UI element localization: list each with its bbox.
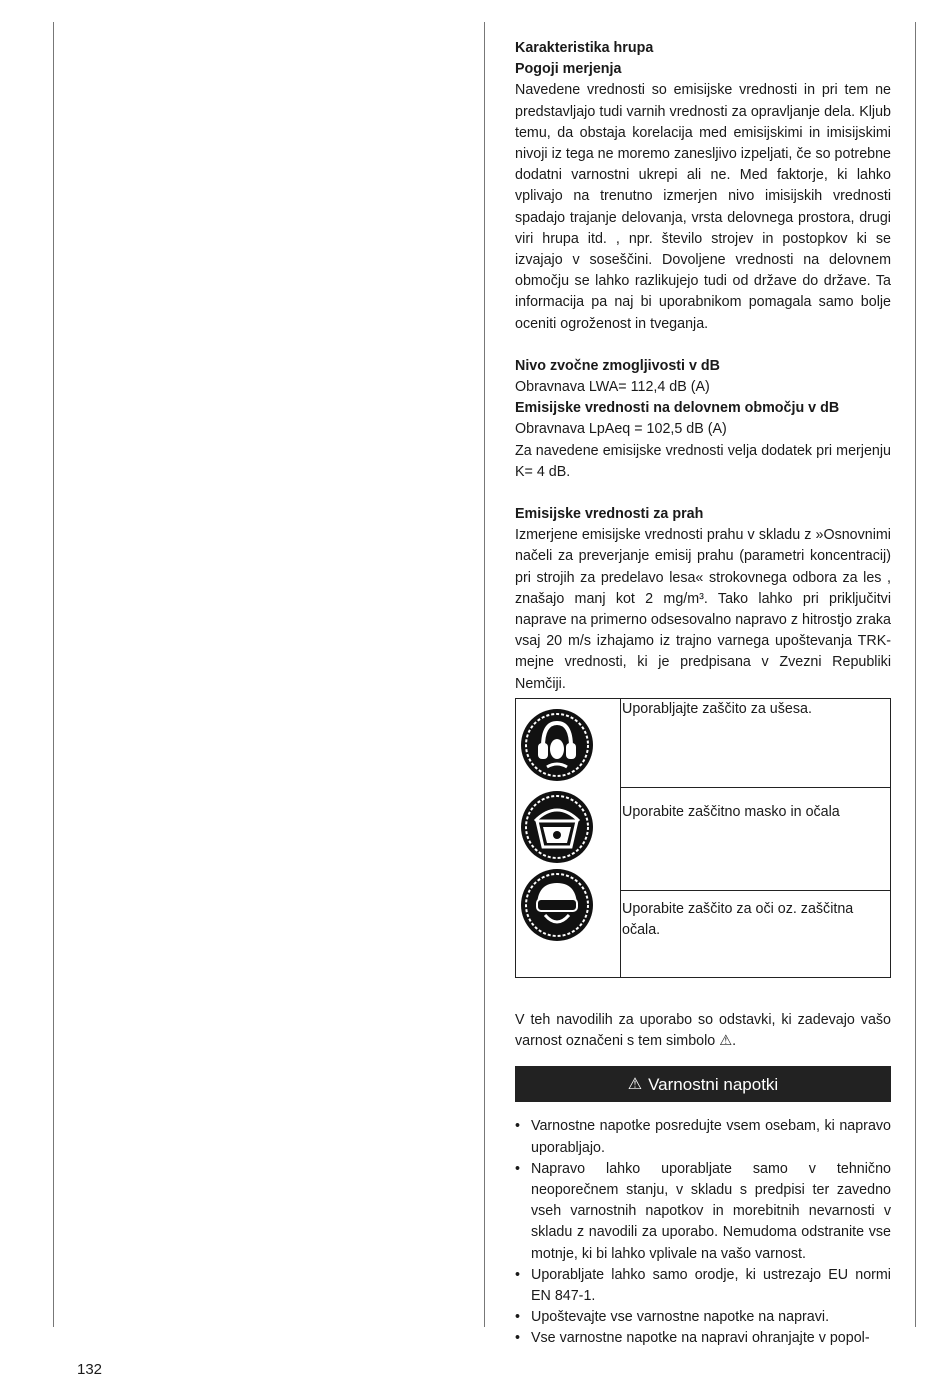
center-divider-line (484, 22, 485, 1327)
workplace-value: Obravnava LpAeq = 102,5 dB (A) (515, 421, 727, 438)
sound-power-heading: Nivo zvočne zmogljivosti v dB (515, 357, 720, 374)
warning-icon: ⚠ (719, 1033, 733, 1050)
ppe-text-mask: Uporabite zaščitno masko in očala (621, 787, 891, 890)
list-item: • Vse varnostne napotke na napravi ohranjajte v popol- (515, 1328, 891, 1349)
ppe-icons-cell (516, 698, 621, 977)
symbol-note-text: V teh navodilih za uporabo so odstavki, ki zadevajo vašo varnost označeni s tem simbolo (515, 1011, 891, 1050)
noise-paragraph: Navedene vrednosti so emisijske vrednosti in pri tem ne predstavljajo tudi varnih vrednosti za opravljanje dela. Kljub temu, da obstaja korelacija med emisijskimi in imisijskimi nivoji iz tega ne moremo zanesljivo izpeljati, če so potrebne dodatni varnostni ukrepi ali ne. Med faktorje, ki lahko vplivajo na trenutno izmerjen nivo imisijskih vrednosti spadajo trajanje delovanja, vrsta delovnega prostora, drugi viri hrupa itd. , npr. število strojev in postopkov ki se izvajajo v soseščini. Dovoljene vrednosti na delovnem območju se lahko razlikujejo tudi od države do države. Ta informacija pa naj bi uporabnikom pomagala samo bolje oceniti ogroženost in tveganja. (515, 82, 891, 332)
dust-heading: Emisijske vrednosti za prah (515, 506, 704, 523)
ppe-text-eyes: Uporabite zaščito za oči oz. zaščitna očala. (621, 890, 891, 977)
list-item: • Upoštevajte vse varnostne napotke na napravi. (515, 1307, 891, 1328)
noise-heading: Karakteristika hrupa (515, 40, 654, 56)
text-column (515, 38, 891, 1350)
list-item: • Uporabljate lahko samo orodje, ki ustrezajo EU normi EN 847-1. (515, 1265, 891, 1307)
page-number: 132 (77, 1361, 103, 1378)
ppe-text-ear: Uporabljajte zaščito za ušesa. (621, 698, 891, 787)
list-item: • Napravo lahko uporabljate samo v tehnično neoporečnem stanju, v skladu s predpisi ter zavedno vseh varnostnih napotkov in morebitnih nevarnosti v skladu z navodili za uporabo. Nemudoma odstranite vse motnje, ki bi lahko vplivale na vašo varnost. (515, 1159, 891, 1265)
dust-paragraph: Izmerjene emisijske vrednosti prahu v skladu z »Osnovnimi načeli za preverjanje emisij prahu (parametri koncentracij) pri strojih za predelavo lesa« strokovnega odbora za les , znašajo manj kot 2 mg/m³. Tako lahko pri priključitvi naprave na primerno odsesovalno napravo z hitrostjo zraka vsaj 20 m/s izhajamo iz trajno varnega upoštevanja TRK- mejne vrednosti, ki je predpisana v Zvezni Republiki Nemčiji. (515, 527, 891, 692)
eye-protection-icon (521, 869, 593, 941)
workplace-heading: Emisijske vrednosti na delovnem območju v dB (515, 400, 840, 417)
sound-power-value: Obravnava LWA= 112,4 dB (A) (515, 379, 710, 396)
symbol-note: V teh navodilih za uporabo so odstavki, ki zadevajo vašo varnost označeni s tem simbolo ⚠. (515, 1011, 891, 1050)
left-margin-line (53, 22, 54, 1327)
ppe-table (515, 698, 891, 978)
ear-protection-icon (521, 709, 593, 781)
measurement-note: Za navedene emisijske vrednosti velja dodatek pri merjenju K= 4 dB. (515, 442, 891, 480)
warning-triangle-icon: ⚠ (627, 1075, 643, 1093)
noise-subheading: Pogoji merjenja (515, 61, 622, 78)
safety-list (515, 1116, 891, 1349)
right-margin-line (915, 22, 916, 1327)
safety-banner (515, 1066, 891, 1102)
dust-mask-icon (521, 791, 593, 863)
safety-banner-title: Varnostni napotki (648, 1074, 779, 1094)
list-item: • Varnostne napotke posredujte vsem osebam, ki napravo uporabljajo. (515, 1116, 891, 1158)
